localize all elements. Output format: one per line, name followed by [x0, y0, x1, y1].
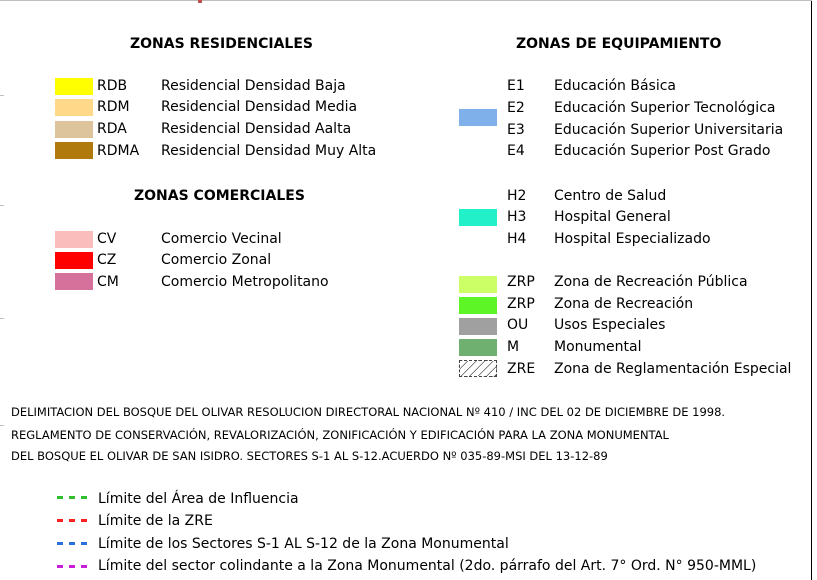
note-line: DEL BOSQUE EL OLIVAR DE SAN ISIDRO. SECTORES S-1 AL S-12.ACUERDO Nº 035-89-MSI DEL 13-12-89 [11, 449, 608, 463]
sectors-limit-line [57, 542, 87, 545]
zone-label: Monumental [554, 339, 642, 355]
zone-code: RDM [97, 99, 130, 115]
rda-swatch [55, 121, 93, 138]
zone-code: RDB [97, 78, 128, 94]
zone-code: OU [507, 317, 529, 333]
zone-code: E3 [507, 122, 525, 138]
grid-tick [0, 95, 4, 96]
education-swatch [459, 109, 497, 126]
limit-label: Límite de la ZRE [98, 513, 213, 529]
note-line: REGLAMENTO DE CONSERVACIÓN, REVALORIZACIÓN, ZONIFICACIÓN Y EDIFICACIÓN PARA LA ZONA MONUMENTAL [11, 428, 669, 442]
zone-label: Hospital General [554, 209, 671, 225]
zone-label: Educación Superior Post Grado [554, 143, 771, 159]
zone-label: Hospital Especializado [554, 231, 711, 247]
residential-heading: ZONAS RESIDENCIALES [130, 36, 313, 52]
zone-label: Residencial Densidad Muy Alta [161, 143, 377, 159]
adjacent-sector-limit-line [57, 565, 87, 568]
grid-tick [0, 318, 4, 319]
cz-swatch [55, 252, 93, 269]
zone-label: Centro de Salud [554, 188, 667, 204]
zone-code: RDA [97, 121, 127, 137]
zone-label: Usos Especiales [554, 317, 666, 333]
rdma-swatch [55, 142, 93, 159]
zone-code: M [507, 339, 520, 355]
zone-code: CV [97, 231, 117, 247]
cm-swatch [55, 273, 93, 290]
zone-label: Educación Superior Universitaria [554, 122, 784, 138]
zone-code: H3 [507, 209, 527, 225]
zone-label: Zona de Recreación [554, 296, 694, 312]
zone-code: ZRP [507, 296, 535, 312]
health-swatch [459, 209, 497, 226]
ou-swatch [459, 318, 497, 335]
limit-label: Límite de los Sectores S-1 AL S-12 de la Zona Monumental [98, 536, 509, 552]
grid-tick [0, 425, 4, 426]
zone-code: E2 [507, 100, 525, 116]
top-mark [198, 0, 202, 3]
monumental-swatch [459, 339, 497, 356]
rdb-swatch [55, 78, 93, 95]
zone-code: H4 [507, 231, 527, 247]
zone-label: Zona de Reglamentación Especial [554, 361, 792, 377]
zone-label: Educación Básica [554, 78, 677, 94]
zone-label: Zona de Recreación Pública [554, 274, 748, 290]
note-line: DELIMITACION DEL BOSQUE DEL OLIVAR RESOLUCION DIRECTORAL NACIONAL Nº 410 / INC DEL 02 DE DICIEMBRE DE 1998. [11, 405, 726, 419]
zone-code: E1 [507, 78, 525, 94]
zone-label: Residencial Densidad Aalta [161, 121, 352, 137]
commercial-heading: ZONAS COMERCIALES [134, 188, 305, 204]
zrp-publica-swatch [459, 276, 497, 293]
zone-code: H2 [507, 188, 527, 204]
zre-hatch-swatch [459, 360, 497, 377]
zone-label: Comercio Vecinal [161, 231, 282, 247]
zone-label: Educación Superior Tecnológica [554, 100, 776, 116]
cv-swatch [55, 231, 93, 248]
zone-label: Comercio Metropolitano [161, 274, 329, 290]
zone-code: CZ [97, 252, 117, 268]
equipment-heading: ZONAS DE EQUIPAMIENTO [516, 36, 722, 52]
zre-limit-line [57, 519, 87, 522]
influence-limit-line [57, 496, 87, 499]
rdm-swatch [55, 99, 93, 116]
zone-label: Residencial Densidad Media [161, 99, 358, 115]
zone-code: ZRP [507, 274, 535, 290]
zone-label: Comercio Zonal [161, 252, 272, 268]
grid-tick [0, 205, 4, 206]
zone-code: CM [97, 274, 119, 290]
zone-code: RDMA [97, 143, 140, 159]
zone-code: E4 [507, 143, 525, 159]
zrp-swatch [459, 297, 497, 314]
limit-label: Límite del sector colindante a la Zona Monumental (2do. párrafo del Art. 7° Ord. N° 950-MML) [98, 558, 757, 574]
limit-label: Límite del Área de Influencia [98, 491, 299, 507]
top-rule [0, 0, 812, 6]
zone-code: ZRE [507, 361, 536, 377]
zone-label: Residencial Densidad Baja [161, 78, 346, 94]
